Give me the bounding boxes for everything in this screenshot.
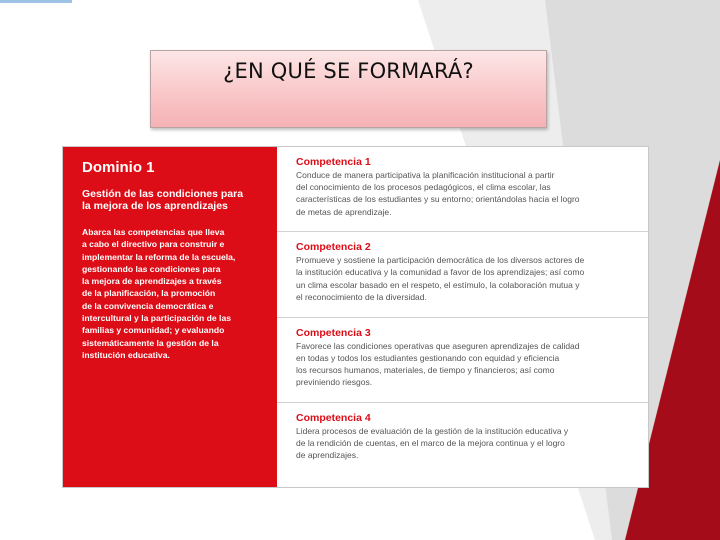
competencia-line: previniendo riesgos. <box>296 377 373 388</box>
competencia-description <box>296 425 638 462</box>
competencia-line: Favorece las condiciones operativas que aseguren aprendizajes de calidad <box>296 340 580 351</box>
dominio-subtitle-line: la mejora de los aprendizajes <box>82 200 228 212</box>
dominio-panel <box>63 147 277 487</box>
dominio-description <box>82 226 269 361</box>
competencia-title: Competencia 2 <box>296 241 371 254</box>
dominio-description-line: a cabo el directivo para construir e <box>82 239 225 250</box>
competencia-line: de la rendición de cuentas, en el marco de la mejora continua y el logro <box>296 437 565 448</box>
competencia-title: Competencia 4 <box>296 411 371 424</box>
competencia-title: Competencia 1 <box>296 156 371 168</box>
competencia-line: en todas y todos los estudiantes gestionando con equidad y eficiencia <box>296 352 560 363</box>
dominio-description-line: de la convivencia democrática e <box>82 300 214 311</box>
dominio-description-line: implementar la reforma de la escuela, <box>82 251 236 262</box>
dominio-description-line: familias y comunidad; y evaluando <box>82 325 225 336</box>
top-accent-line <box>0 0 72 3</box>
dominio-title: Dominio 1 <box>82 159 155 176</box>
dominio-description-line: de la planificación, la promoción <box>82 288 216 299</box>
dominio-description-line: institución educativa. <box>82 349 170 360</box>
dominio-description-line: la mejora de aprendizajes a través <box>82 276 222 287</box>
competency-table <box>62 146 649 488</box>
competencia-line: características de los estudiantes y su entorno; orientándolas hacia el logro <box>296 194 580 205</box>
dominio-description-line: sistemáticamente la gestión de la <box>82 337 219 348</box>
dominio-subtitle-line: Gestión de las condiciones para <box>82 188 244 200</box>
competencia-description <box>296 169 638 218</box>
competencia-cell <box>277 318 648 403</box>
competencia-line: la institución educativa y la comunidad a favor de los aprendizajes; así como <box>296 267 585 278</box>
title-box <box>150 50 547 128</box>
competencia-line: del conocimiento de los procesos pedagógicos, el clima escolar, las <box>296 182 551 193</box>
page-title: ¿EN QUÉ SE FORMARÁ? <box>223 59 474 83</box>
competencia-line: los recursos humanos, materiales, de tiempo y financieros; así como <box>296 364 555 375</box>
competencia-line: Lidera procesos de evaluación de la gestión de la institución educativa y <box>296 425 569 436</box>
competencia-cell <box>277 147 648 232</box>
competencia-cell <box>277 232 648 317</box>
dominio-description-line: gestionando las condiciones para <box>82 263 221 274</box>
competencias-column <box>277 147 648 487</box>
competencia-description <box>296 254 638 303</box>
competencia-cell <box>277 403 648 487</box>
competencia-line: el reconocimiento de la diversidad. <box>296 291 427 302</box>
competencia-line: Conduce de manera participativa la planificación institucional a partir <box>296 170 555 180</box>
competencia-line: de aprendizajes. <box>296 450 359 461</box>
dominio-description-line: Abarca las competencias que lleva <box>82 227 225 237</box>
competencia-line: Promueve y sostiene la participación democrática de los diversos actores de <box>296 255 585 266</box>
dominio-subtitle <box>82 188 269 212</box>
competencia-description <box>296 340 638 389</box>
competencia-line: de metas de aprendizaje. <box>296 206 392 217</box>
competencia-line: un clima escolar basado en el respeto, el estímulo, la colaboración mutua y <box>296 279 580 290</box>
dominio-description-line: intercultural y la participación de las <box>82 313 232 324</box>
competencia-title: Competencia 3 <box>296 326 371 339</box>
